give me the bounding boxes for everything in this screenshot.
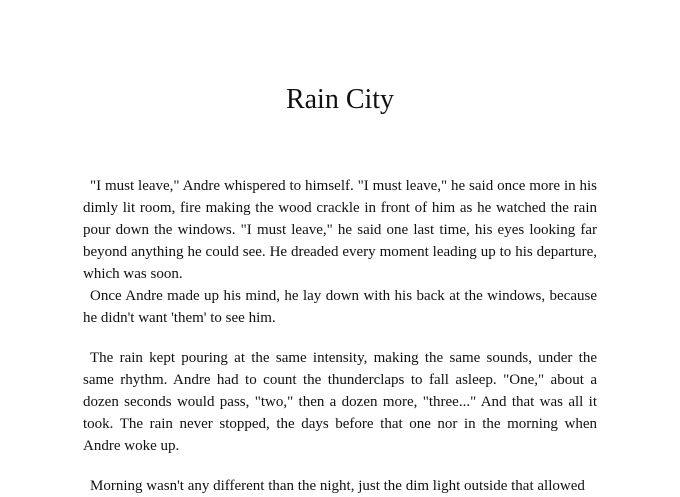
paragraph: Morning wasn't any different than the night, just the dim light outside that allowed xyxy=(90,478,585,494)
paragraph: Once Andre made up his mind, he lay down with his back at the windows, because he didn't want 'them' to see him. xyxy=(83,288,597,326)
document-title: Rain City xyxy=(285,84,395,115)
document-body xyxy=(83,175,597,497)
paragraph-spacer xyxy=(83,457,597,475)
paragraph: "I must leave," Andre whispered to himself. "I must leave," he said once more in his dimly lit room, fire making the wood crackle in front of him as he watched the rain pour down the windows. "I must leave," he said one last time, his eyes looking far beyond anything he could see. He dreaded every moment leading up to his departure, which was soon. xyxy=(83,178,597,282)
paragraph: The rain kept pouring at the same intensity, making the same sounds, under the same rhythm. Andre had to count the thunderclaps to fall asleep. "One," about a dozen seconds would pass, "two," then a dozen more, "three..." And that was all it took. The rain never stopped, the days before that one nor in the morning when Andre woke up. xyxy=(83,350,597,454)
paragraph-spacer xyxy=(83,329,597,347)
